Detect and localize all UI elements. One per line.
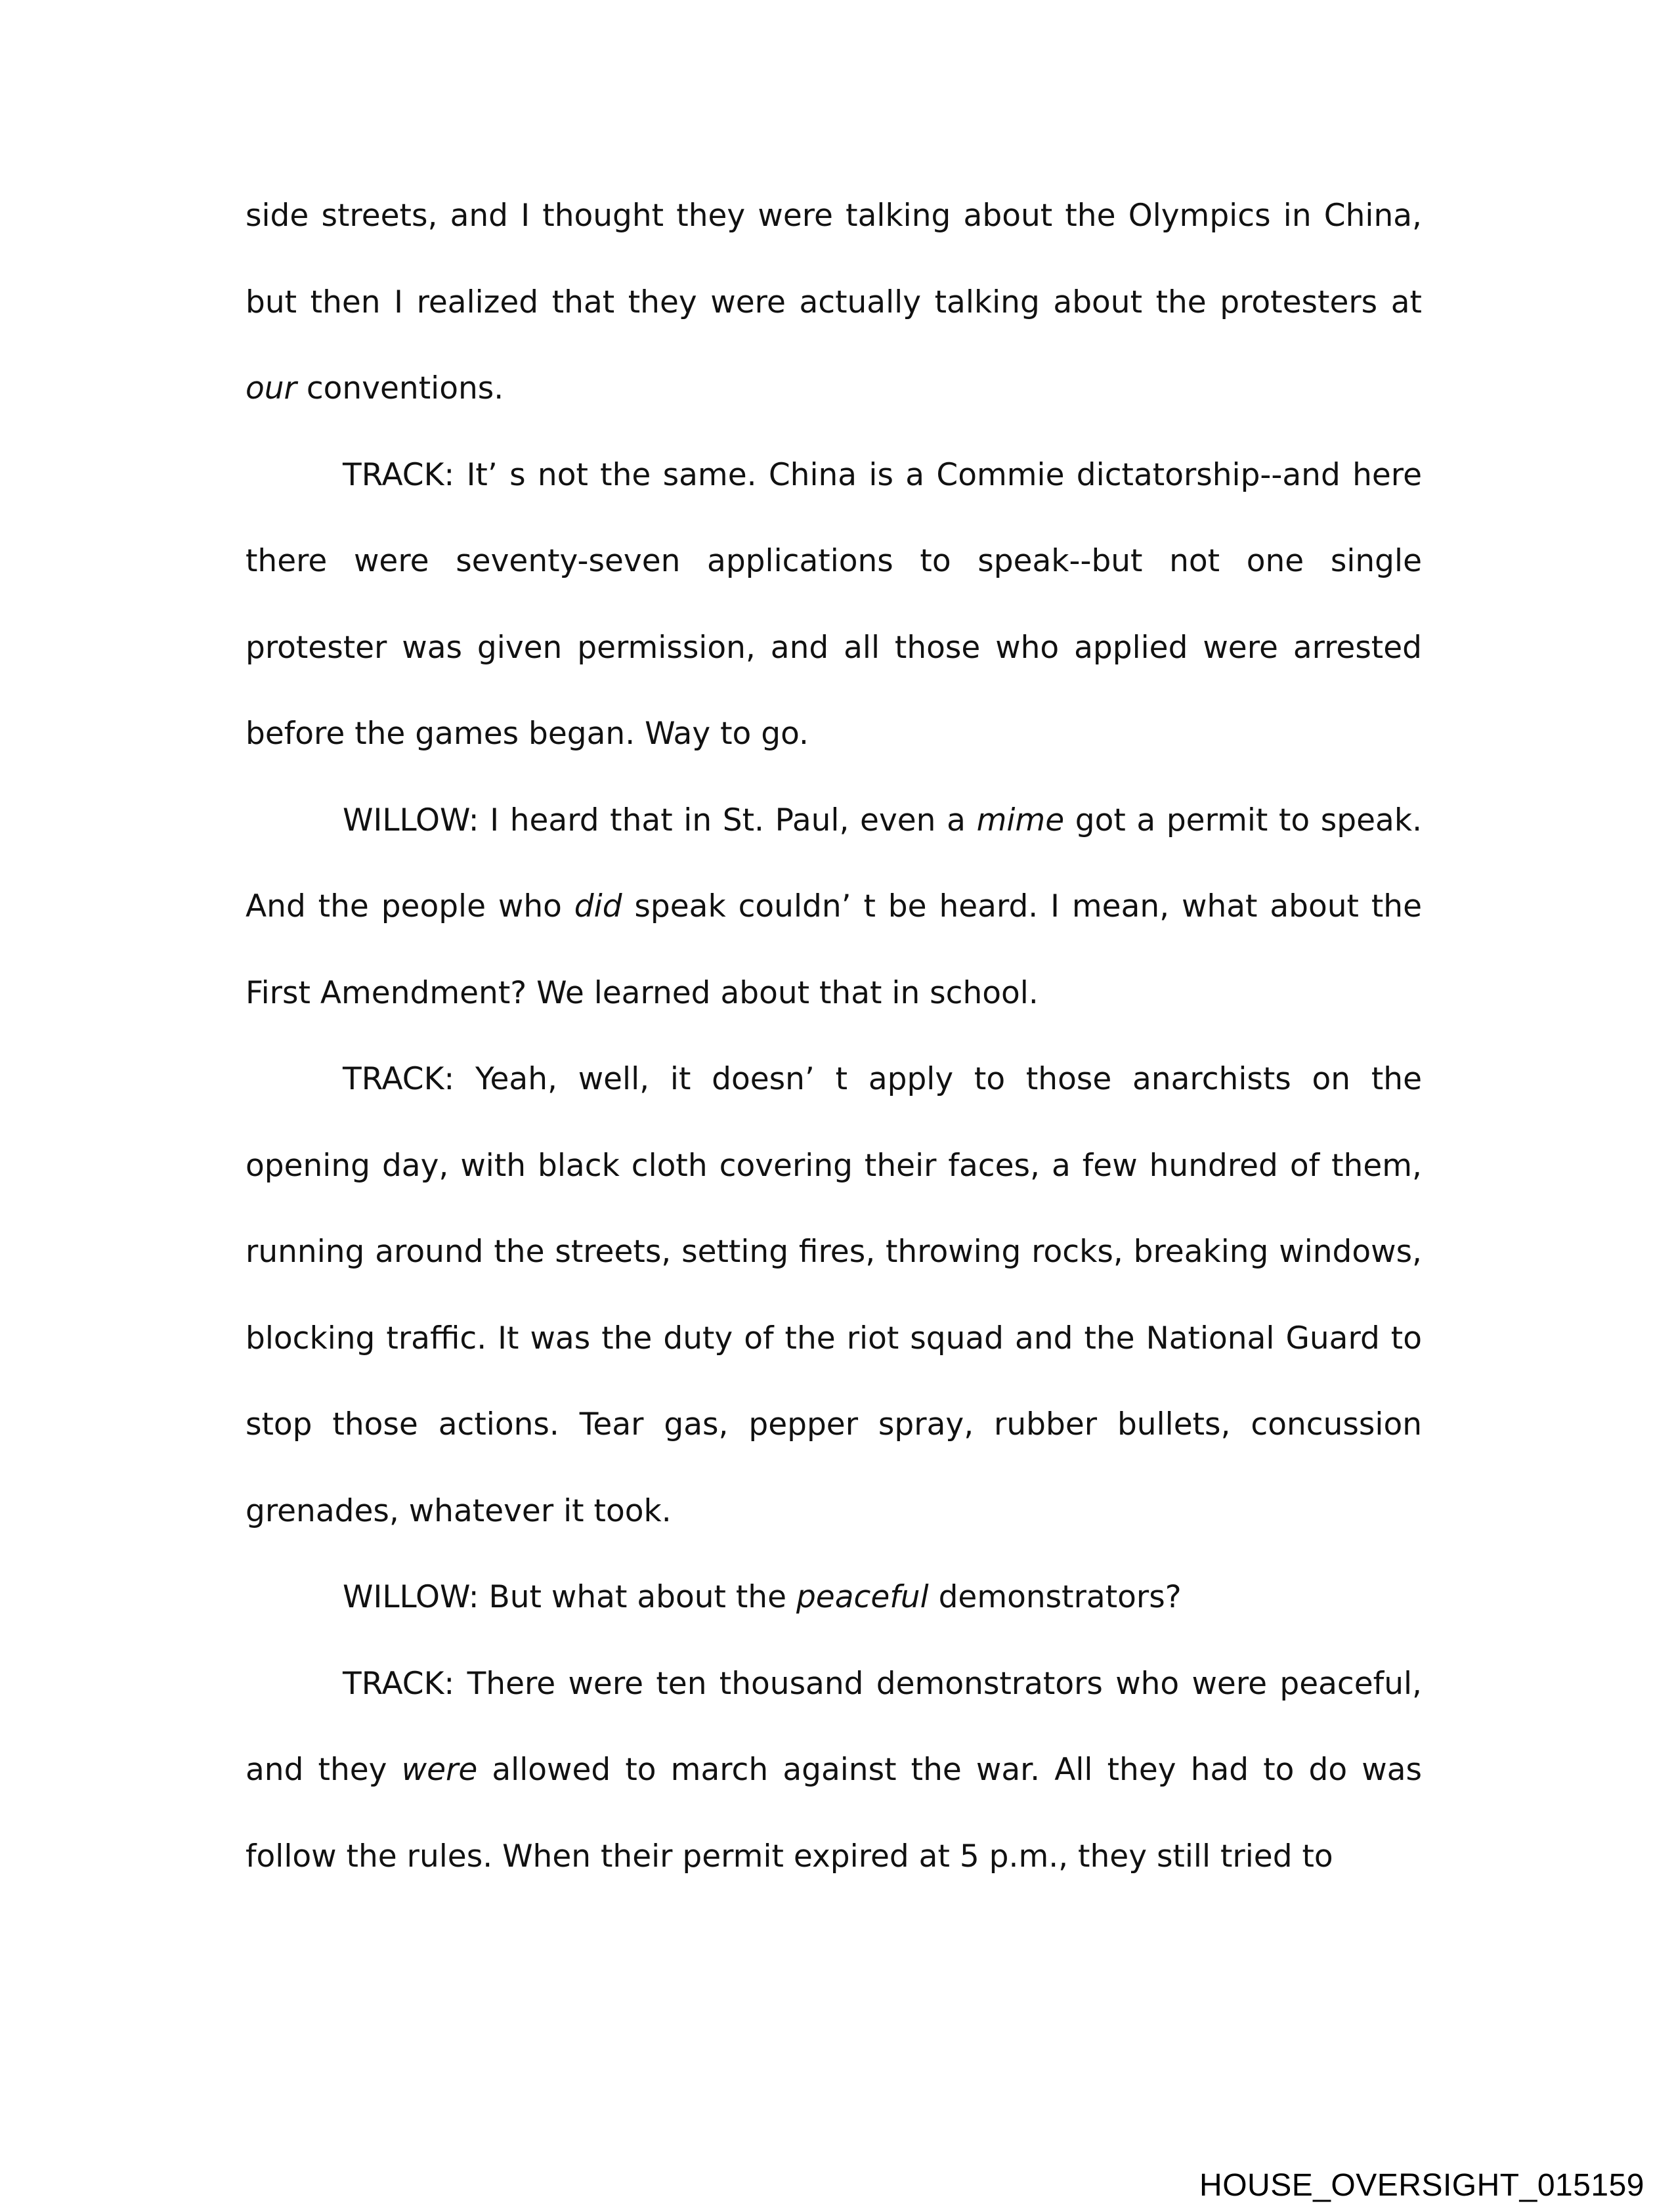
text-run: WILLOW: I heard that in St. Paul, even a (343, 802, 977, 838)
paragraph-6 (246, 1641, 1422, 1900)
paragraph-5 (246, 1554, 1422, 1641)
text-run: demonstrators? (928, 1579, 1182, 1615)
text-run: WILLOW: But what about the (343, 1579, 796, 1615)
bates-number: HOUSE_OVERSIGHT_015159 (1199, 2168, 1644, 2203)
italic-run: mime (976, 802, 1065, 838)
italic-run: were (401, 1752, 478, 1788)
paragraph-2 (246, 432, 1422, 777)
paragraph-4 (246, 1036, 1422, 1554)
text-run: side streets, and I thought they were talking about the Olympics in China, but then I realized that they were actually talking about the protesters at (246, 198, 1422, 320)
text-run: TRACK: Yeah, well, it doesn’ t apply to those anarchists on the opening day, with black cloth covering their faces, a few hundred of them, running around the streets, setting fires, throwing rocks, breaking windows, blocking traffic. It was the duty of the riot squad and the National Guard to stop those actions. Tear gas, pepper spray, rubber bullets, concussion grenades, whatever it took. (246, 1061, 1422, 1529)
paragraph-1 (246, 173, 1422, 432)
italic-run: peaceful (796, 1579, 929, 1615)
italic-run: our (246, 370, 297, 406)
text-run: speak couldn’ t be heard. I mean, what about the First Amendment? We learned about that in school. (246, 888, 1422, 1011)
body-text (246, 173, 1422, 1899)
italic-run: did (574, 888, 622, 924)
text-run: conventions. (296, 370, 504, 406)
text-run: got a permit to speak. And the people who (246, 802, 1423, 924)
text-run: TRACK: It’ s not the same. China is a Commie dictatorship--and here there were seventy-seven applications to speak--but not one single protester was given permission, and all those who applied were arrested before the games began. Way to go. (246, 456, 1422, 752)
text-run: TRACK: There were ten thousand demonstrators who were peaceful, and they (246, 1665, 1422, 1788)
paragraph-3 (246, 777, 1422, 1037)
text-run: allowed to march against the war. All they had to do was follow the rules. When their permit expired at 5 p.m., they still tried to (246, 1752, 1423, 1875)
